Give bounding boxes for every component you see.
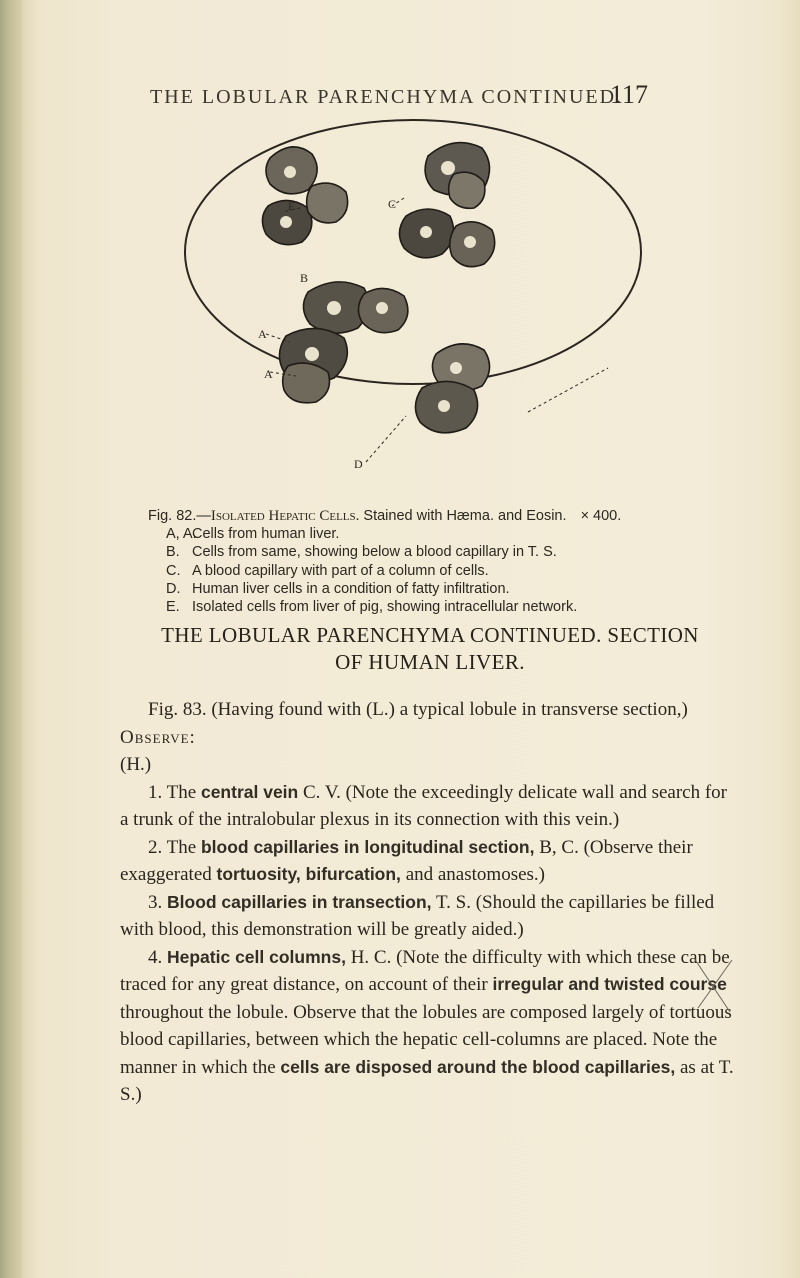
cell-e-3 (307, 183, 348, 223)
caption-fig-number: Fig. 82.— (148, 508, 211, 524)
figure-hepatic-cells (178, 116, 648, 504)
section-heading-line-2: OF HUMAN LIVER. (335, 650, 525, 674)
h-label: (H.) (120, 754, 152, 775)
figure-label-e: E (288, 199, 296, 213)
section-heading-line-1: THE LOBULAR PARENCHYMA CONTINUED. SECTION (161, 623, 699, 647)
observe-label: Observe: (120, 726, 196, 748)
item-4: 4. Hepatic cell columns, H. C. (Note the difficulty with which these can be traced for any great distance, on account of their irregular and twisted course throughout the lobule. Observe that the lobules are composed largely of tortuous blood capillaries, between which the hepatic cell-columns are placed. Note the manner in which the cells are disposed around the blood capillaries, as at T. S.) (120, 946, 734, 1105)
item-4-emphasis: Hepatic cell columns, (167, 946, 346, 967)
running-head: THE LOBULAR PARENCHYMA CONTINUED. (150, 86, 624, 108)
figure-label-d: D (354, 457, 363, 471)
figure-label-a2: A (264, 367, 273, 381)
legend-item: A, A.Cells from human liver. (166, 526, 340, 543)
item-1-emphasis: central vein (200, 781, 299, 802)
figure-label-c: C (388, 197, 397, 211)
pencil-mark (690, 950, 740, 1020)
cell-c-4 (449, 172, 485, 208)
item-4-emphasis-3: cells are disposed around the blood capillaries, (280, 1056, 676, 1077)
intro-paragraph: Fig. 83. (Having found with (L.) a typical lobule in transverse section,) (148, 699, 688, 720)
legend-item: E. Isolated cells from liver of pig, showing intracellular network. (166, 599, 578, 616)
legend-item: D. Human liver cells in a condition of fatty infiltration. (166, 580, 510, 597)
caption-subtitle: Stained with Hæma. and Eosin. (363, 508, 567, 524)
cell-a-2 (283, 363, 330, 403)
label-line-d (366, 416, 406, 462)
item-3: 3. Blood capillaries in transection, T. S. (Should the capillaries be filled with blood, this demonstration will be greatly aided.) (120, 891, 715, 940)
body-text (120, 696, 736, 1109)
page-number: 117 (610, 80, 649, 109)
caption-title: Isolated Hepatic Cells. (210, 508, 360, 524)
item-4-emphasis-2: irregular and twisted course (492, 974, 727, 994)
book-spine-shadow (0, 0, 22, 1278)
section-heading (120, 622, 740, 676)
item-2: 2. The blood capillaries in longitudinal section, B, C. (Observe their exaggerated tortuosity, bifurcation, and anastomoses.) (120, 836, 693, 885)
label-line-d2 (528, 368, 608, 412)
item-2-emphasis: blood capillaries in longitudinal section, (200, 836, 535, 857)
item-3-emphasis: Blood capillaries in transection, (167, 891, 432, 912)
figure-caption (148, 507, 748, 616)
hepatic-cells-illustration (178, 116, 648, 504)
legend-item: C. A blood capillary with part of a column of cells. (166, 562, 489, 579)
legend-item: B. Cells from same, showing below a blood capillary in T. S. (166, 544, 557, 561)
figure-label-b: B (300, 271, 309, 285)
item-1: 1. The central vein C. V. (Note the exceedingly delicate wall and search for a trunk of the intralobular plexus in its connection with this vein.) (120, 781, 728, 830)
caption-magnification: × 400. (580, 508, 622, 524)
item-2-emphasis-2: tortuosity, bifurcation, (216, 864, 401, 884)
figure-label-a1: A (258, 327, 267, 341)
